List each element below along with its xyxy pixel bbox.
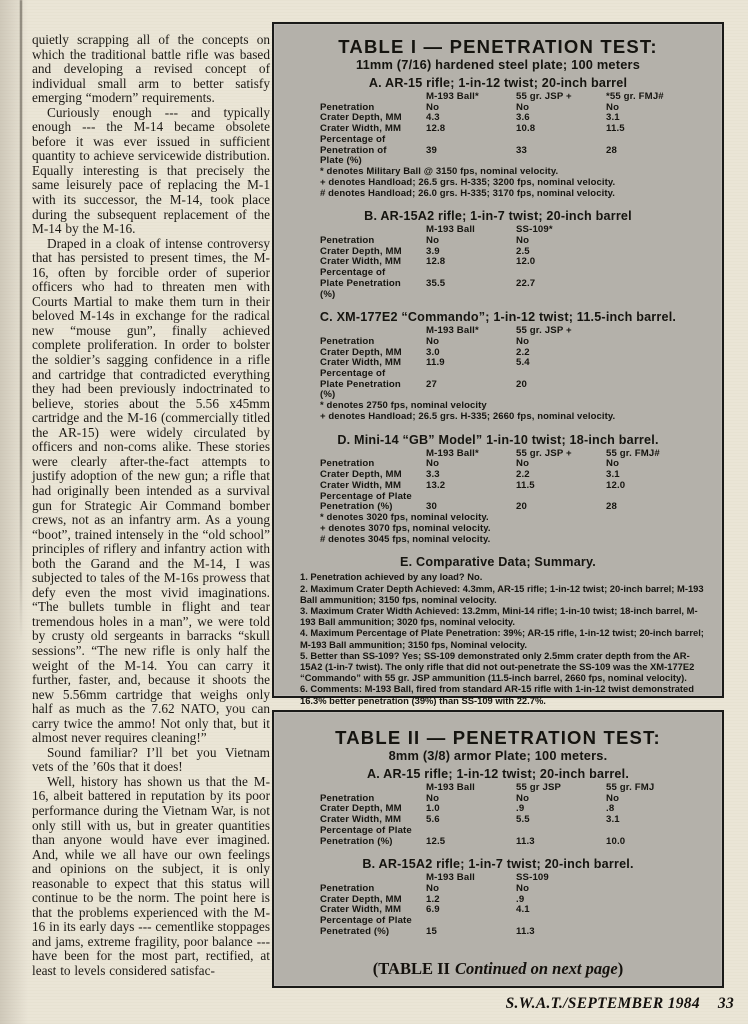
row-label: Percentage of [320,133,386,145]
cell-value: 3.6 [516,112,530,124]
cell-value: .8 [606,803,615,815]
table-row [274,290,722,301]
continuation-suffix: ) [617,959,624,979]
table-row [274,380,722,391]
row-label: Crater Depth, MM [320,245,402,257]
article-paragraph: Well, history has shown us that the M-16, albeit battered in reputation by its poor performance during the Vietnam War, is not only still with us, but in greater quantities than anyone would have ever imagined. And, while we all have our own feelings and opinions on the subject, it is only reasonable to expect that this status will continue to be the norm. The point here is that the problems experienced with the M-16 in its early days --- cementlike stoppages and jams, extreme fragility, poor balance --- have been for the most part, rectified, at least to levels considered satisfac- [32,773,270,978]
table-section [274,433,722,546]
footnote: + denotes Handload; 26.5 grs. H-335; 3200 fps, nominal velocity. [320,176,616,188]
row-label: Crater Width, MM [320,123,402,135]
row-label: Penetration [320,882,375,894]
summary-list [274,569,722,705]
row-label: Crater Depth, MM [320,346,402,358]
footnote: * denotes Military Ball @ 3150 fps, nominal velocity. [320,165,559,177]
cell-value: 27 [426,378,437,390]
section-heading: C. XM-177E2 “Commando”; 1-in-12 twist; 11.5-inch barrel. [319,310,677,325]
table-row [274,279,722,290]
table-1-title: TABLE I — PENETRATION TEST: [338,36,658,57]
cell-value: 10.0 [606,835,626,847]
cell-value: 4.3 [426,112,440,124]
summary-item: 3. Maximum Crater Width Achieved: 13.2mm, Mini-14 rifle; 1-in-10 twist; 18-inch barrel, M-193 Ball ammunition; 3020 fps, nominal velocity. [300,604,698,628]
cell-value: .9 [516,803,525,815]
column-header: M-193 Ball* [426,91,479,102]
row-label: Crater Width, MM [320,256,402,268]
table-section [274,857,722,937]
row-label: Crater Width, MM [320,357,402,369]
cell-value: 35.5 [426,277,446,289]
cell-value: 3.3 [426,469,440,481]
row-label: Penetration [320,235,375,247]
cell-value: No [426,235,440,247]
table-section [274,76,722,199]
row-label: Crater Depth, MM [320,893,402,905]
row-label: Plate Penetration [320,277,401,289]
column-header: SS-109* [516,224,553,236]
continuation-prefix: (TABLE II [372,959,450,979]
section-heading: A. AR-15 rifle; 1-in-12 twist; 20-inch barrel. [366,767,630,781]
page-edge-shadow [0,0,28,1024]
cell-value: 39 [426,144,437,156]
cell-value: 12.0 [516,256,536,268]
column-header: 55 gr. JSP + [516,91,572,102]
row-label: Penetrated (%) [320,925,390,937]
summary-item: 6. Comments: M-193 Ball, fired from standard AR-15 rifle with 1-in-12 twist demonstrated 16.3% better penetration (39%) than SS-109 with 22.7%. [300,683,694,706]
table-2-subtitle: 8mm (3/8) armor Plate; 100 meters. [388,748,608,763]
column-header: 55 gr. JSP + [516,325,572,337]
row-label: Plate (%) [320,155,362,167]
row-label: Crater Depth, MM [320,803,402,815]
row-label: Crater Width, MM [320,479,402,491]
cell-value: 1.0 [426,803,440,815]
table-section [274,209,722,300]
cell-value: No [426,792,440,804]
cell-value: 3.1 [606,112,620,124]
continuation-italic: Continued on next page [454,959,618,979]
cell-value: 28 [606,144,617,156]
row-label: Penetration [320,792,375,804]
cell-value: 11.3 [516,835,535,847]
footnote: + denotes 3070 fps, nominal velocity. [320,522,491,534]
magazine-name: S.W.A.T./SEPTEMBER 1984 [505,995,700,1012]
article-paragraph: Draped in a cloak of intense controversy that has persisted to present times, the M-16, often by forcible order of superior officers who had to threaten men with Courts Martial to make them turn in their beloved M-14s in exchange for the radical new “mouse gun”, finally achieved complete proliferation. In order to bolster the soldier’s sagging confidence in a rifle and cartridge that contradicted everything they had been previously indoctrinated to believe, stories about the 5.56 x45mm cartridge and the M-16 (commercially titled the AR-15) were widely circulated by officers and non-coms alike. These stories were clearly after-the-fact attempts to justify adoption of the new gun; a rifle that had originally been intended as a survival gun for Strategic Air Command bomber crews, not as an infantry arm. As a young “boot”, trained intensely in the “old school” principles of riflery and infantry action with both the Garand and the M-14, I was subjected to tales of the M-16s prowess that defy even the most vivid imaginations. “The bullets tumble in flight and tear tremendous holes in a man”, we were told by crusty old sergeants in barracks “skull sessions”. “The new rifle is only half the weight of the M-14. You can carry it further, faster, and, because it shoots the new 5.56mm cartridge that weighs only half as much as the 7.62 NATO, you can carry twice the ammo! Not only that, but it almost never requires cleaning!” [32,235,270,746]
cell-value: 2.2 [516,346,530,358]
column-header: M-193 Ball [426,872,475,884]
cell-value: 11.5 [606,123,625,135]
cell-value: 3.1 [606,469,620,481]
cell-value: 4.1 [516,904,530,916]
row-label: Penetration (%) [320,501,393,513]
section-heading: A. AR-15 rifle; 1-in-12 twist; 20-inch barrel [368,76,628,90]
article-paragraph: Curiously enough --- and typically enough --- the M-14 became obsolete before it was ever issued in sufficient quantity to achieve servicewide distribution. Equally interesting is that precisely the same leisurely pace of replacing the M-1 with its successor, the M-14, took place during the subsequent replacement of the M-14 by the M-16. [32,104,270,237]
footnote: # denotes Handload; 26.0 grs. H-335; 3170 fps, nominal velocity. [320,187,616,199]
section-heading: B. AR-15A2 rifle; 1-in-7 twist; 20-inch barrel. [362,857,634,872]
summary-item: 5. Better than SS-109? Yes; SS-109 demonstrated only 2.5mm crater depth from the AR-15A2 (1-in-7 twist). The only rifle that did not out-penetrate the SS-109 was the XM-177E2 “Commando” with 55 gr. JSP ammunition (11.5-inch barrel, 2660 fps, nominal velocity). [300,649,695,684]
row-label: (%) [320,288,336,300]
cell-value: 20 [516,378,527,390]
column-header: M-193 Ball* [426,447,479,459]
table-row [274,826,722,837]
cell-value: No [606,458,620,470]
row-label: Penetration [320,335,375,347]
cell-value: 11.5 [516,479,535,491]
table-section [274,310,722,423]
footnote: * denotes 3020 fps, nominal velocity. [320,511,489,523]
article-paragraph: Sound familiar? I’ll bet you Vietnam vets of the ’60s that it does! [32,744,270,775]
row-label: Penetration [320,101,375,113]
cell-value: 15 [426,925,437,937]
summary-item: 4. Maximum Percentage of Plate Penetration: 39%; AR-15 rifle, 1-in-12 twist; 20-inch barrel; M-193 Ball ammunition; 3150 fps, Nominal velocity. [300,627,704,650]
page-edge-line [20,0,22,640]
cell-value: No [516,792,530,804]
article-paragraph: quietly scrapping all of the concepts on which the traditional battle rifle was based and developing a revised concept of individual small arm to better satisfy emerging “modern” requirements. [32,32,270,106]
table-1-panel [272,22,724,706]
cell-value: No [516,235,530,247]
footnote: # denotes 3045 fps, nominal velocity. [320,533,491,545]
row-label: Percentage of Plate [320,824,412,836]
summary-item: 1. Penetration achieved by any load? No. [300,571,483,583]
page-number: 33 [717,995,734,1012]
cell-value: No [426,882,440,894]
cell-value: 5.6 [426,814,440,826]
section-heading: D. Mini-14 “GB” Model” 1-in-10 twist; 18-inch barrel. [337,432,659,447]
cell-value: 33 [516,144,527,156]
cell-value: 12.8 [426,256,446,268]
column-header: 55 gr. FMJ [606,782,655,793]
cell-value: 3.0 [426,346,440,358]
column-header: 55 gr JSP [516,782,562,793]
cell-value: 30 [426,501,437,513]
section-heading: E. Comparative Data; Summary. [400,555,596,570]
row-label: Percentage of Plate [320,490,412,502]
column-header: SS-109 [516,872,549,884]
table-1-sections [274,76,722,706]
row-label: Crater Depth, MM [320,112,402,124]
cell-value: 6.9 [426,904,440,916]
cell-value: No [516,335,530,347]
row-label: Crater Depth, MM [320,469,402,481]
cell-value: No [606,101,620,113]
cell-value: 5.4 [516,357,530,369]
cell-value: 12.0 [606,479,626,491]
cell-value: 1.2 [426,893,440,905]
table-2-sections [274,767,722,937]
column-header: 55 gr. FMJ# [606,447,660,459]
cell-value: 28 [606,501,617,513]
cell-value: No [516,101,530,113]
cell-value: No [426,458,440,470]
cell-value: 11.9 [426,357,445,369]
table-2-panel [272,710,724,988]
page-footer [506,995,734,1013]
cell-value: 13.2 [426,479,446,491]
cell-value: 20 [516,501,527,513]
cell-value: .9 [516,893,525,905]
cell-value: No [426,335,440,347]
row-label: Plate Penetration [320,378,401,390]
table-row [274,837,722,848]
article-column [32,33,270,979]
row-label: Penetration of [320,144,387,156]
cell-value: 10.8 [516,123,536,135]
column-header: M-193 Ball [426,782,475,793]
table-1-subtitle: 11mm (7/16) hardened steel plate; 100 meters [355,57,641,72]
cell-value: 3.9 [426,245,440,257]
cell-value: No [516,458,530,470]
row-label: Percentage of [320,368,386,380]
row-label: Crater Width, MM [320,814,402,826]
section-heading: B. AR-15A2 rifle; 1-in-7 twist; 20-inch barrel [364,209,632,224]
table-section [274,555,722,705]
cell-value: No [606,792,620,804]
cell-value: 5.5 [516,814,530,826]
cell-value: No [426,101,440,113]
table-row [274,927,722,938]
row-label: Penetration [320,458,375,470]
cell-value: 3.1 [606,814,620,826]
row-label: Percentage of Plate [320,915,412,927]
cell-value: 2.5 [516,245,530,257]
column-header: M-193 Ball* [426,325,479,337]
row-label: (%) [320,389,336,401]
table-row [274,135,722,146]
cell-value: 12.5 [426,835,446,847]
table-2-title: TABLE II — PENETRATION TEST: [335,727,661,748]
row-label: Crater Width, MM [320,904,402,916]
cell-value: 12.8 [426,123,446,135]
footnote: * denotes 2750 fps, nominal velocity [320,400,487,412]
cell-value: No [516,882,530,894]
row-label: Penetration (%) [320,835,393,847]
table-row [274,481,722,492]
column-header: *55 gr. FMJ# [606,91,664,102]
cell-value: 22.7 [516,277,536,289]
table-section [274,767,722,847]
cell-value: 2.2 [516,469,530,481]
row-label: Percentage of [320,267,386,279]
column-header: 55 gr. JSP + [516,447,572,459]
summary-item: 2. Maximum Crater Depth Achieved: 4.3mm, AR-15 rifle; 1-in-12 twist; 20-inch barrel; M-193 Ball ammunition; 3150 fps, nominal velocity. [300,582,704,605]
continuation-note [274,959,722,979]
cell-value: 11.3 [516,925,535,937]
column-header: M-193 Ball [426,224,475,236]
footnote: + denotes Handload; 26.5 grs. H-335; 2660 fps, nominal velocity. [320,410,616,422]
